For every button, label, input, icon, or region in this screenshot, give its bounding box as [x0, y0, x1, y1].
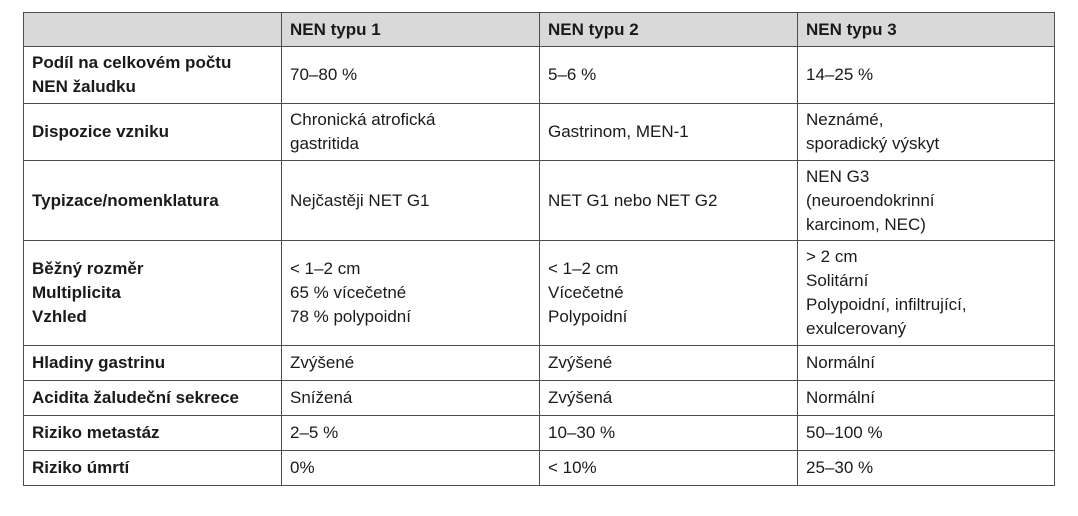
- table-cell-nen-type-3: [798, 416, 1055, 451]
- cell-line: 70–80 %: [290, 65, 358, 84]
- table-cell-nen-type-2: [540, 161, 798, 241]
- cell-line: exulcerovaný: [806, 319, 907, 338]
- header-cell-empty: [24, 13, 282, 47]
- table-cell-nen-type-3: [798, 381, 1055, 416]
- header-row: [24, 13, 1055, 47]
- header-cell-nen-type-3: NEN typu 3: [798, 13, 1055, 47]
- table-cell-nen-type-1: [282, 47, 540, 104]
- cell-line: < 1–2 cm: [548, 259, 619, 278]
- row-label-cell: [24, 104, 282, 161]
- cell-line: Normální: [806, 353, 875, 372]
- table-cell-nen-type-1: [282, 161, 540, 241]
- cell-line: Zvýšené: [290, 353, 355, 372]
- cell-line: Polypoidní, infiltrující,: [806, 295, 967, 314]
- table-cell-nen-type-3: [798, 241, 1055, 346]
- cell-line: 5–6 %: [548, 65, 597, 84]
- cell-line: 0%: [290, 458, 315, 477]
- table-row: [24, 47, 1055, 104]
- cell-line: NEN G3: [806, 166, 870, 186]
- header-cell-nen-type-2: NEN typu 2: [540, 13, 798, 47]
- table-cell-nen-type-2: [540, 381, 798, 416]
- nen-comparison-table: [23, 12, 1055, 486]
- row-label-line: Typizace/nomenklatura: [32, 190, 219, 210]
- row-label-line: NEN žaludku: [32, 77, 136, 96]
- table-cell-nen-type-1: [282, 416, 540, 451]
- table-cell-nen-type-3: [798, 346, 1055, 381]
- row-label-line: Multiplicita: [32, 283, 121, 302]
- cell-line: 2–5 %: [290, 423, 339, 442]
- row-label-line: Dispozice vzniku: [32, 122, 169, 141]
- cell-line: Normální: [806, 388, 875, 407]
- table-row: [24, 346, 1055, 381]
- cell-line: Neznámé,: [806, 110, 884, 129]
- table-row: [24, 451, 1055, 486]
- table-cell-nen-type-2: [540, 416, 798, 451]
- table-row: [24, 104, 1055, 161]
- row-label-line: Běžný rozměr: [32, 259, 144, 278]
- table-cell-nen-type-3: [798, 161, 1055, 241]
- cell-line: > 2 cm: [806, 247, 858, 266]
- row-label-line: Vzhled: [32, 307, 87, 326]
- cell-line: 78 % polypoidní: [290, 307, 411, 326]
- table-row: [24, 416, 1055, 451]
- cell-line: NET G1 nebo NET G2: [548, 190, 718, 210]
- cell-line: 14–25 %: [806, 65, 874, 84]
- table-cell-nen-type-3: [798, 104, 1055, 161]
- table-row: [24, 381, 1055, 416]
- row-label-line: Riziko metastáz: [32, 423, 160, 442]
- row-label-cell: [24, 241, 282, 346]
- row-label-cell: [24, 451, 282, 486]
- table-cell-nen-type-2: [540, 451, 798, 486]
- cell-line: 65 % vícečetné: [290, 283, 407, 302]
- table-row: [24, 161, 1055, 241]
- row-label-line: Podíl na celkovém počtu: [32, 53, 232, 72]
- table-cell-nen-type-1: [282, 381, 540, 416]
- cell-line: Gastrinom, MEN-1: [548, 122, 689, 141]
- table-cell-nen-type-2: [540, 104, 798, 161]
- table-container: [23, 12, 1055, 486]
- table-body: [24, 47, 1055, 486]
- table-cell-nen-type-2: [540, 47, 798, 104]
- cell-line: 50–100 %: [806, 423, 883, 442]
- cell-line: Polypoidní: [548, 307, 628, 326]
- table-row: [24, 241, 1055, 346]
- cell-line: gastritida: [290, 134, 359, 153]
- table-cell-nen-type-3: [798, 451, 1055, 486]
- cell-line: 10–30 %: [548, 423, 616, 442]
- cell-line: 25–30 %: [806, 458, 874, 477]
- row-label-cell: [24, 416, 282, 451]
- table-cell-nen-type-1: [282, 241, 540, 346]
- cell-line: (neuroendokrinní: [806, 190, 935, 210]
- row-label-line: Acidita žaludeční sekrece: [32, 388, 239, 407]
- table-header: [24, 13, 1055, 47]
- cell-line: Solitární: [806, 271, 869, 290]
- table-cell-nen-type-1: [282, 104, 540, 161]
- row-label-line: Riziko úmrtí: [32, 458, 130, 477]
- cell-line: Zvýšené: [548, 353, 613, 372]
- row-label-cell: [24, 381, 282, 416]
- cell-line: < 1–2 cm: [290, 259, 361, 278]
- table-cell-nen-type-2: [540, 346, 798, 381]
- row-label-cell: [24, 161, 282, 241]
- table-cell-nen-type-1: [282, 346, 540, 381]
- table-cell-nen-type-3: [798, 47, 1055, 104]
- cell-line: karcinom, NEC): [806, 214, 926, 234]
- row-label-cell: [24, 346, 282, 381]
- cell-line: < 10%: [548, 458, 597, 477]
- row-label-line: Hladiny gastrinu: [32, 353, 166, 372]
- cell-line: sporadický výskyt: [806, 134, 940, 153]
- table-cell-nen-type-2: [540, 241, 798, 346]
- row-label-cell: [24, 47, 282, 104]
- cell-line: Chronická atrofická: [290, 110, 436, 129]
- cell-line: Vícečetné: [548, 283, 624, 302]
- header-cell-nen-type-1: NEN typu 1: [282, 13, 540, 47]
- table-cell-nen-type-1: [282, 451, 540, 486]
- cell-line: Zvýšená: [548, 388, 613, 407]
- cell-line: Snížená: [290, 388, 353, 407]
- cell-line: Nejčastěji NET G1: [290, 190, 430, 210]
